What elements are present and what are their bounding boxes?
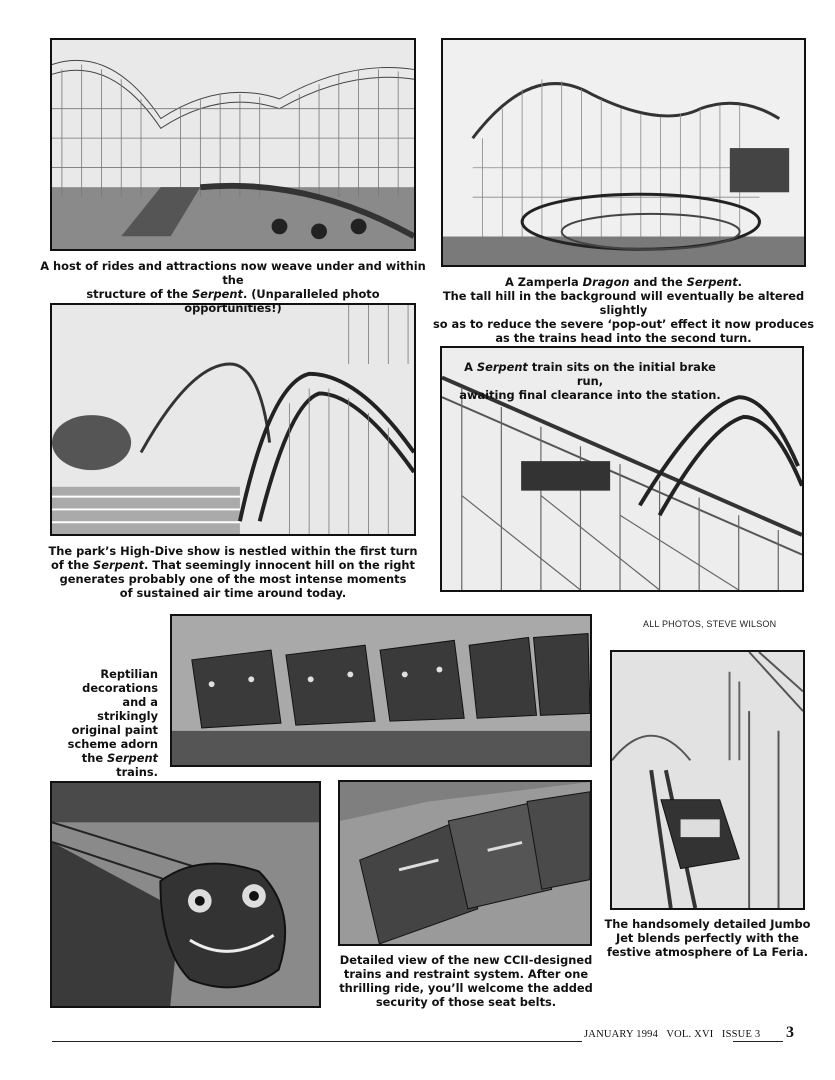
footer-rule-right	[733, 1041, 783, 1042]
footer-issue: JANUARY 1994 VOL. XVI ISSUE 3	[584, 1029, 761, 1040]
caption-ccii-trains: Detailed view of the new CCII-designed trains and restraint system. After one thrilling ride, you’ll welcome the added security of those seat belts.	[339, 953, 593, 1009]
page-number: 3	[786, 1024, 794, 1041]
caption-high-dive: The park’s High-Dive show is nestled within the first turn of the Serpent. That seemingly innocent hill on the right generates probably one of the most intense moments of sustained air time around today.	[48, 544, 418, 600]
photo-jumbo-jet	[610, 650, 805, 910]
caption-brake-run: A Serpent train sits on the initial brake run, awaiting final clearance into the station.	[459, 360, 721, 402]
caption-dragon-serpent: A Zamperla Dragon and the Serpent. The tall hill in the background will eventually be altered slightly so as to reduce the severe ‘pop-out’ effect it now produces as the trains head into the second turn.	[432, 275, 815, 345]
caption-jumbo-jet: The handsomely detailed Jumbo Jet blends perfectly with the festive atmosphere of La Feria.	[604, 917, 811, 959]
caption-rides-weave: A host of rides and attractions now weave under and within the structure of the Serpent. (Unparalleled photo opportunities!)	[40, 259, 426, 315]
photo-ccii-train-restraints	[338, 780, 592, 946]
photo-credit: ALL PHOTOS, STEVE WILSON	[643, 619, 777, 629]
footer-rule-left	[52, 1041, 582, 1042]
photo-zamperla-dragon	[441, 38, 806, 267]
photo-serpent-train-cars	[170, 614, 592, 767]
caption-reptilian: Reptilian decorations and a strikingly original paint scheme adorn the Serpent trains.	[67, 667, 158, 779]
photo-high-dive-first-turn	[50, 303, 416, 536]
photo-serpent-structure-rides	[50, 38, 416, 251]
photo-serpent-front-car-face	[50, 781, 321, 1008]
